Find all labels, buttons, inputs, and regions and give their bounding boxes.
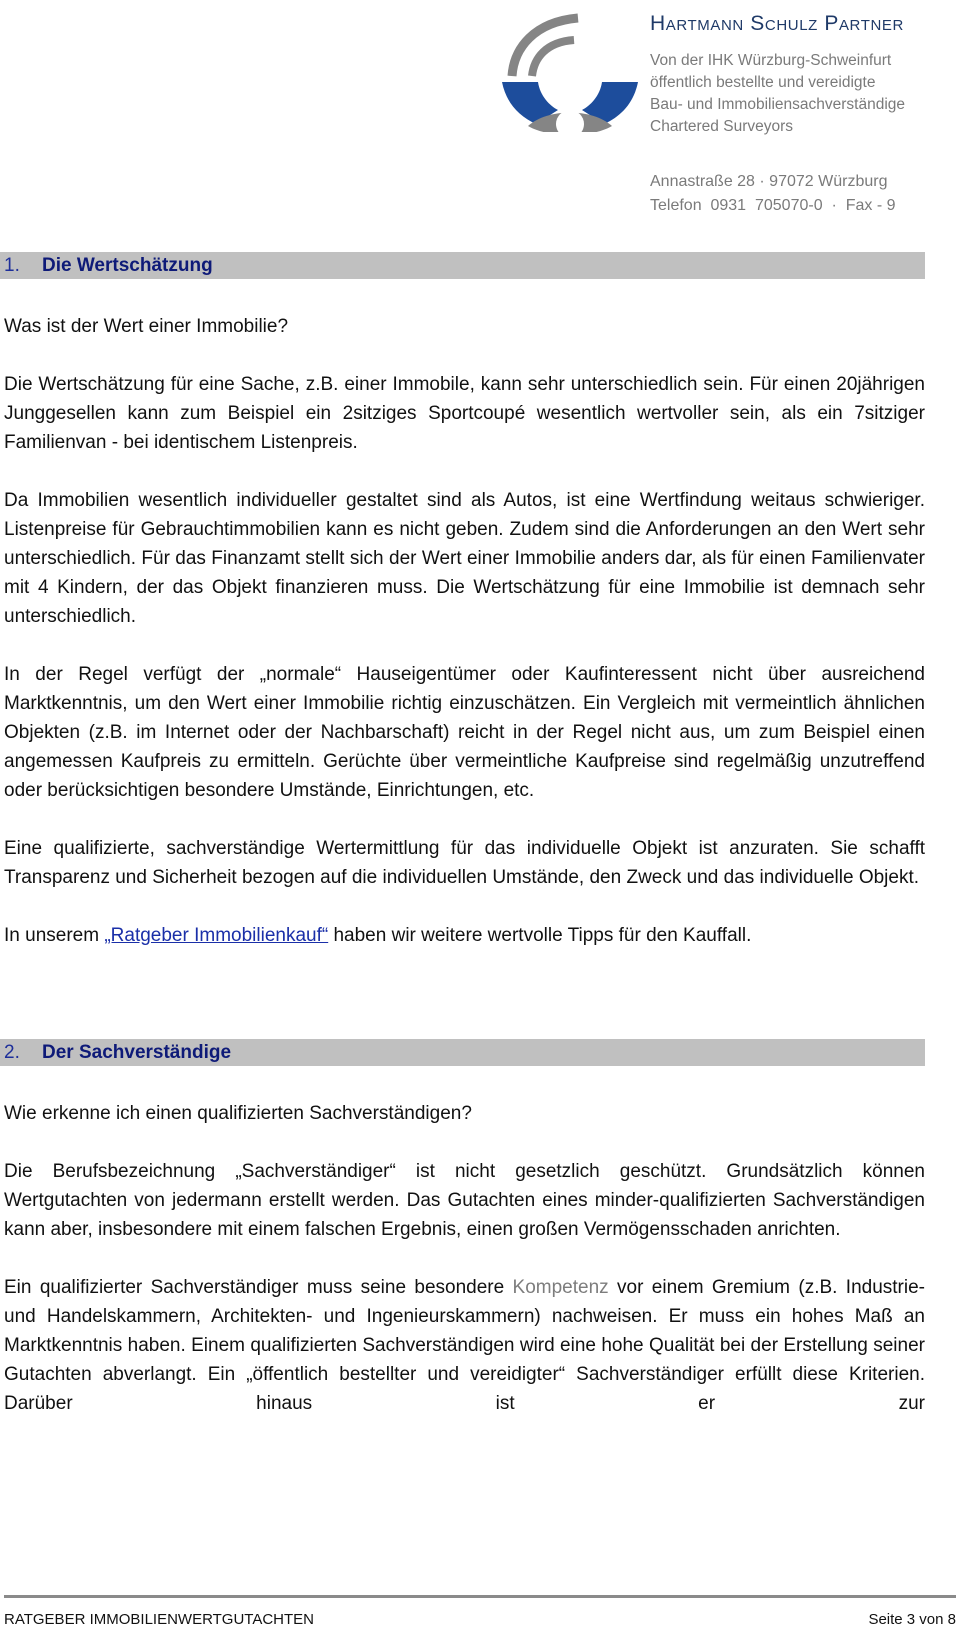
ratgeber-immobilienkauf-link[interactable]: „Ratgeber Immobilienkauf“ [104, 925, 329, 946]
paragraph: Die Berufsbezeichnung „Sachverständiger“ ist nicht gesetzlich geschützt. Grundsätzlich können Wertgutachten von jedermann erstellt werden. Das Gutachten eines minder-qualifizierten Sachverständigen kann aber, insbesondere mit einem falschen Ergebnis, einen großen Vermögensschaden anrichten. [4, 1161, 925, 1240]
letterhead [500, 10, 940, 220]
section-heading-2 [0, 1039, 925, 1066]
footer-divider [4, 1595, 956, 1598]
firm-name: Hartmann Schulz Partner [650, 12, 904, 35]
firm-line: öffentlich bestellte und vereidigte [650, 74, 876, 91]
firm-phone: Telefon 0931 705070-0 · Fax - 9 [650, 197, 896, 214]
footer-document-title: RATGEBER IMMOBILIENWERTGUTACHTEN [4, 1611, 315, 1628]
firm-address: Annastraße 28 · 97072 Würzburg [650, 173, 888, 190]
section-question: Wie erkenne ich einen qualifizierten Sachverständigen? [4, 1103, 472, 1124]
competence-paragraph-before: Ein qualifizierter Sachverständiger muss seine besondere [4, 1277, 513, 1298]
company-logo-icon [500, 12, 640, 132]
section-title: Der Sachverständige [42, 1042, 232, 1063]
section-number: 1. [4, 255, 20, 276]
link-paragraph [4, 921, 925, 950]
footer-page-number: Seite 3 von 8 [868, 1611, 956, 1628]
section-number: 2. [4, 1042, 20, 1063]
paragraph: In der Regel verfügt der „normale“ Hauseigentümer oder Kaufinteressent nicht über ausreichend Marktkenntnis, um den Wert einer Immobilie richtig einzuschätzen. Ein Vergleich mit vermeintlich ähnlichen Objekten (z.B. im Internet oder der Nachbarschaft) reicht in der Regel nicht aus, um zum Beispiel einen angemessen Kaufpreis zu ermitteln. Gerüchte über vermeintliche Kaufpreise sind regelmäßig unzutreffend oder berücksichtigen besondere Umstände, Einrichtungen, etc. [4, 664, 925, 801]
link-paragraph-before: In unserem [4, 925, 105, 946]
firm-line: Chartered Surveyors [650, 118, 794, 135]
competence-paragraph [4, 1273, 925, 1418]
section-title: Die Wertschätzung [42, 255, 213, 276]
firm-description [650, 50, 905, 138]
paragraph: Eine qualifizierte, sachverständige Wertermittlung für das individuelle Objekt ist anzuraten. Sie schafft Transparenz und Sicherheit bezogen auf die individuellen Umstände, den Zweck und das individuelle Objekt. [4, 838, 925, 888]
paragraph: Da Immobilien wesentlich individueller gestaltet sind als Autos, ist eine Wertfindung weitaus schwieriger. Listenpreise für Gebrauchtimmobilien kann es nicht geben. Zudem sind die Anforderungen an den Wert sehr unterschiedlich. Für das Finanzamt stellt sich der Wert einer Immobilie anders dar, als für einen Familienvater mit 4 Kindern, der das Objekt finanzieren muss. Die Wertschätzung für eine Immobilie ist demnach sehr unterschiedlich. [4, 490, 925, 627]
firm-line: Von der IHK Würzburg-Schweinfurt [650, 52, 892, 69]
competence-paragraph-after: vor einem Gremium (z.B. Industrie- und Handelskammern, Architekten- und Ingenieurskammern) nachweisen. Er muss ein hohes Maß an Marktkenntnis haben. Einem qualifizierten Sachverständigen wird eine hohe Qualität bei der Erstellung seiner Gutachten abverlangt. Ein „öffentlich bestellter und vereidigter“ Sachverständiger erfüllt diese Kriterien. Darüber hinaus ist er zur [4, 1277, 925, 1414]
competence-term: Kompetenz [512, 1277, 609, 1298]
paragraph: Die Wertschätzung für eine Sache, z.B. einer Immobile, kann sehr unterschiedlich sein. Für einen 20jährigen Junggesellen kann zum Beispiel ein 2sitziges Sportcoupé wesentlich wertvoller sein, als ein 7sitziger Familienvan - bei identischem Listenpreis. [4, 374, 925, 453]
firm-line: Bau- und Immobiliensachverständige [650, 96, 906, 113]
link-paragraph-after: haben wir weitere wertvolle Tipps für den Kauffall. [328, 925, 752, 946]
section-question: Was ist der Wert einer Immobilie? [4, 316, 289, 337]
section-heading-1 [0, 252, 925, 279]
firm-contact [650, 170, 895, 218]
document-body [4, 252, 925, 1418]
